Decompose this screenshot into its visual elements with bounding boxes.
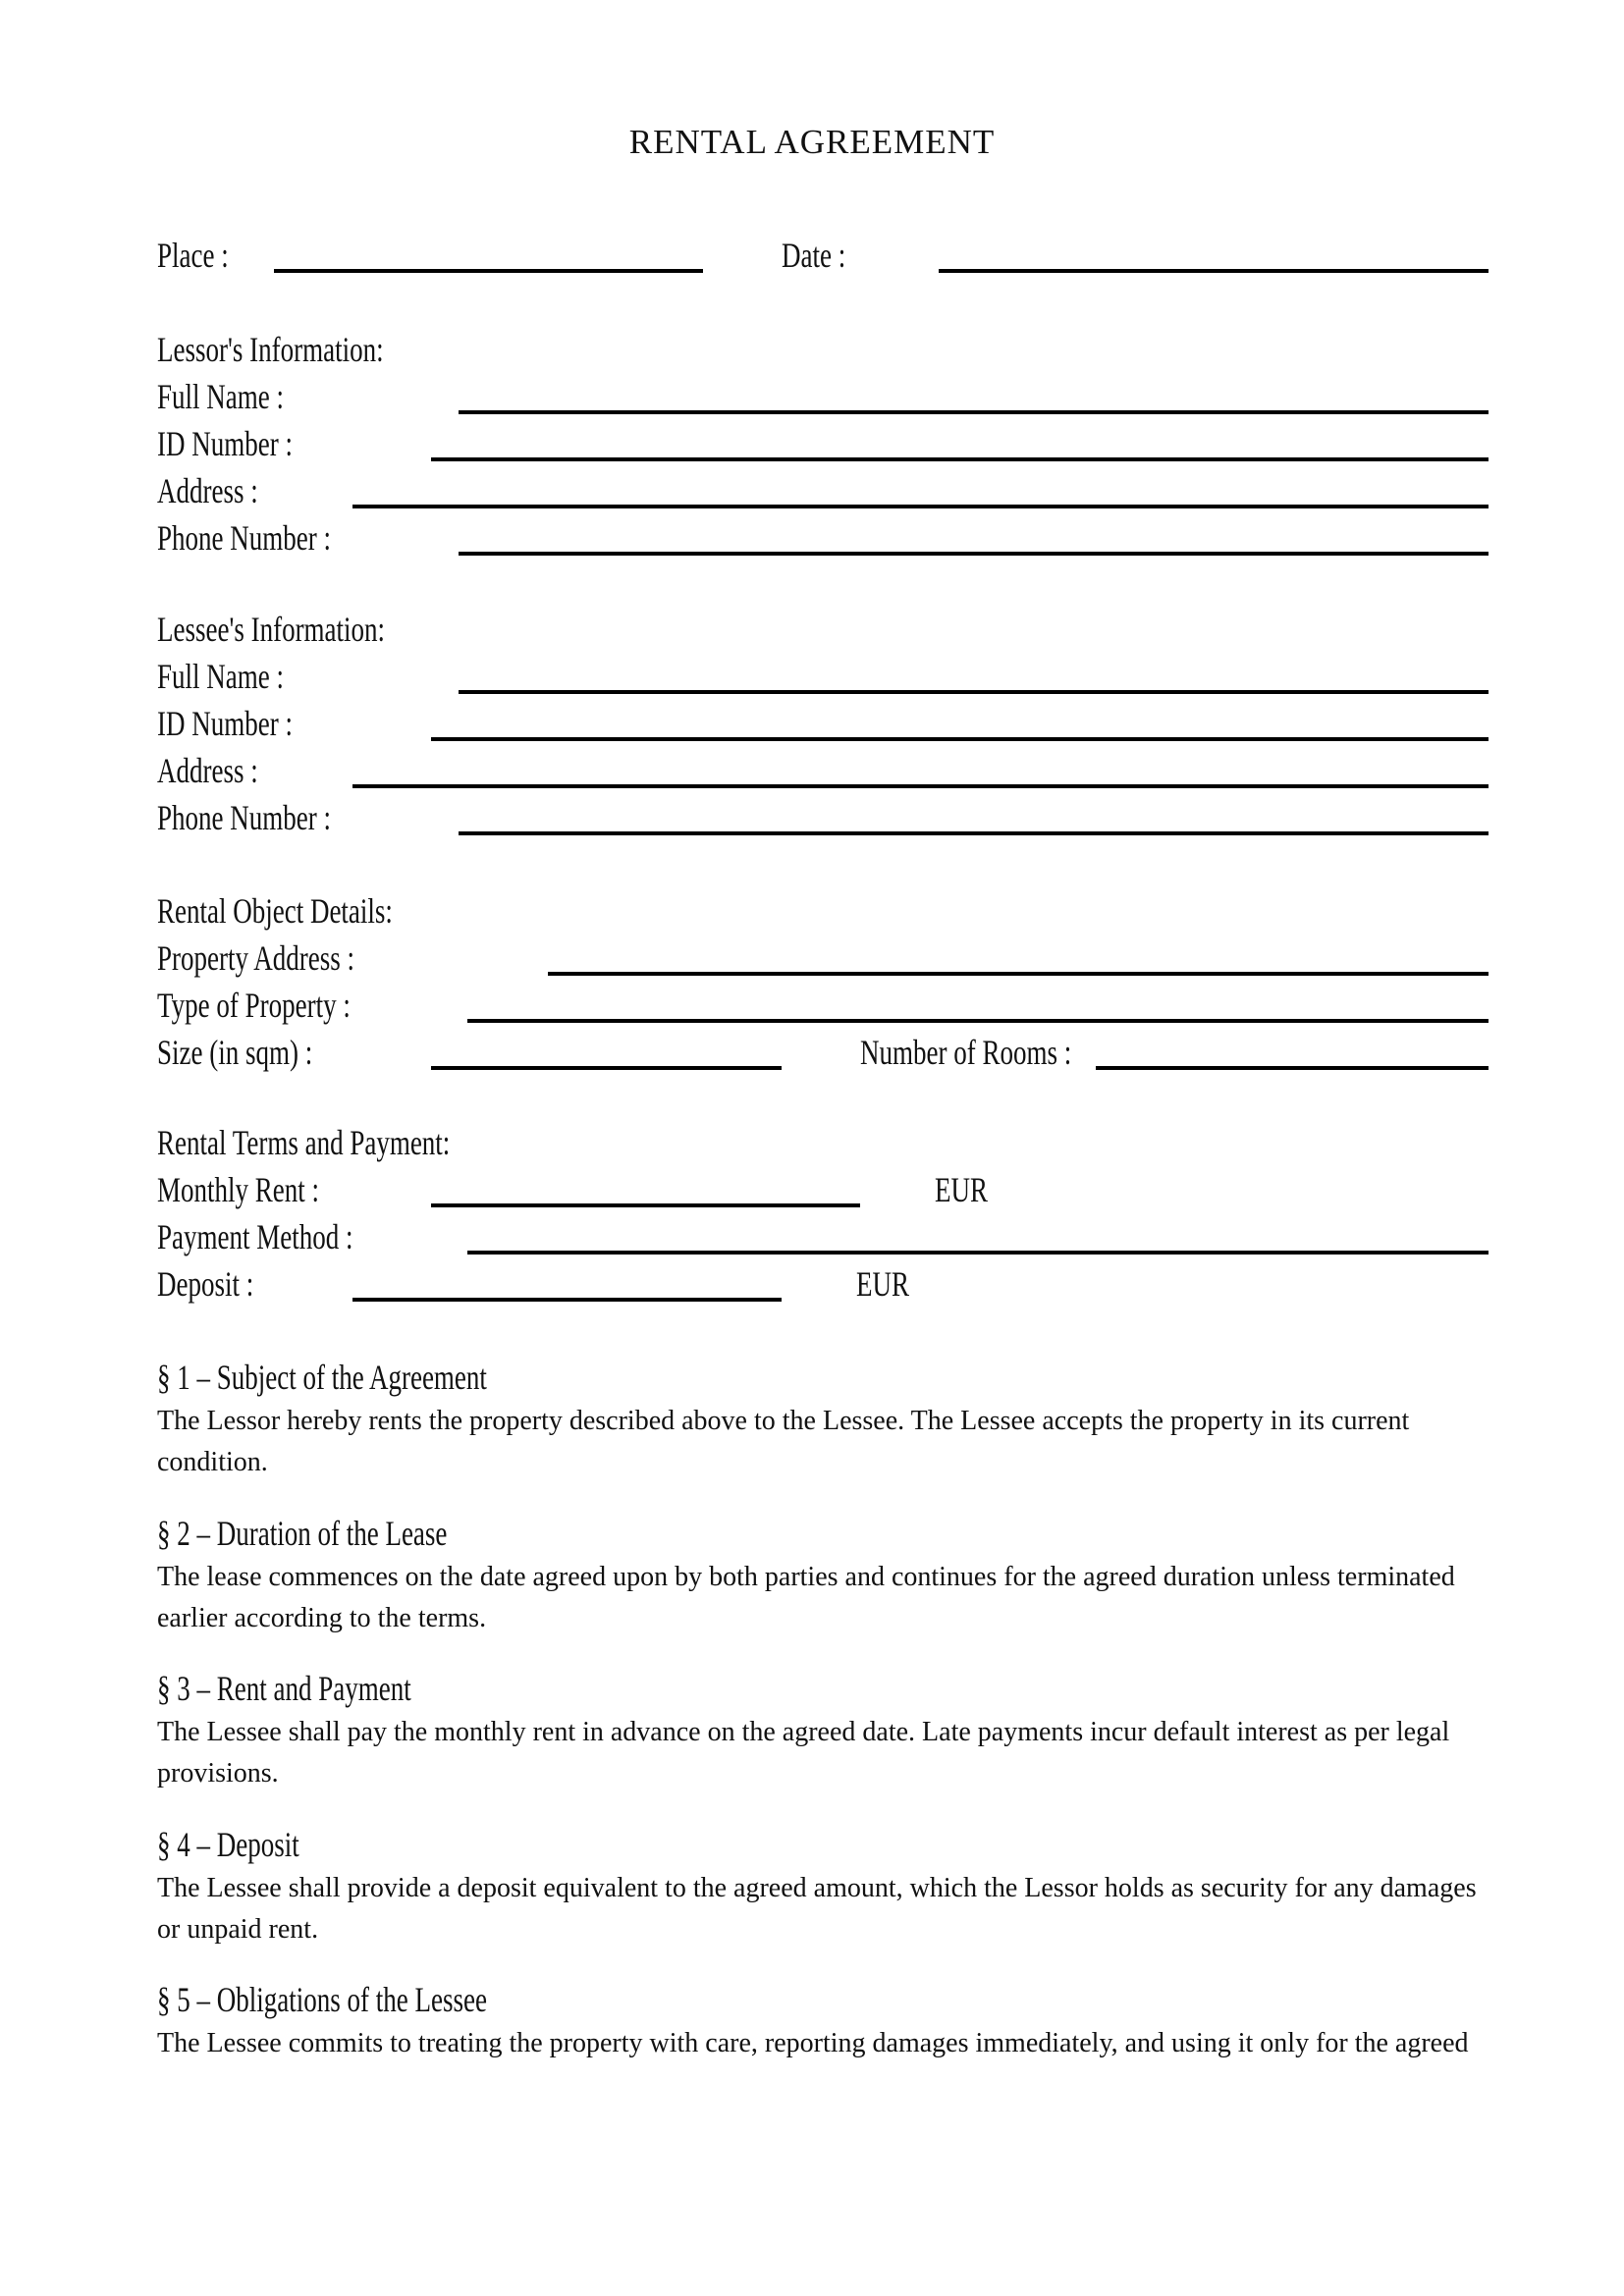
lessor-heading-row bbox=[157, 326, 1489, 373]
lessee-id-number-input-line[interactable] bbox=[431, 698, 1489, 741]
clause-2 bbox=[157, 1510, 1489, 1639]
deposit-row bbox=[157, 1260, 1489, 1308]
payment-method-input-line[interactable] bbox=[467, 1211, 1489, 1255]
place-label: Place : bbox=[157, 236, 229, 275]
clause-3-body: The Lessee shall pay the monthly rent in advance on the agreed date. Late payments incur default interest as per legal provisions. bbox=[157, 1717, 1450, 1789]
size-label: Size (in sqm) : bbox=[157, 1033, 313, 1072]
clause-1-body: The Lessor hereby rents the property described above to the Lessee. The Lessee accepts the property in its current condition. bbox=[157, 1406, 1410, 1477]
lessor-full-name-row bbox=[157, 373, 1489, 420]
lessor-address-label: Address : bbox=[157, 471, 258, 510]
page-title: RENTAL AGREEMENT bbox=[628, 123, 996, 161]
clause-3 bbox=[157, 1665, 1489, 1794]
clause-2-heading: § 2 – Duration of the Lease bbox=[157, 1514, 448, 1553]
property-address-label: Property Address : bbox=[157, 938, 354, 978]
rental-terms-heading-row bbox=[157, 1119, 1489, 1166]
property-address-input-line[interactable] bbox=[548, 933, 1489, 976]
lessor-phone-label: Phone Number : bbox=[157, 518, 331, 558]
clause-4-body: The Lessee shall provide a deposit equivalent to the agreed amount, which the Lessor holds as security for any damages or unpaid rent. bbox=[157, 1873, 1477, 1945]
date-label: Date : bbox=[782, 236, 846, 275]
lessee-phone-input-line[interactable] bbox=[459, 792, 1489, 835]
lessor-id-number-row bbox=[157, 420, 1489, 467]
deposit-label: Deposit : bbox=[157, 1264, 254, 1304]
size-input-line[interactable] bbox=[431, 1027, 782, 1070]
lessor-phone-row bbox=[157, 514, 1489, 561]
date-input-line[interactable] bbox=[939, 230, 1489, 273]
monthly-rent-row bbox=[157, 1166, 1489, 1213]
lessee-full-name-label: Full Name : bbox=[157, 657, 284, 696]
clause-2-body: The lease commences on the date agreed upon by both parties and continues for the agreed duration unless terminated earlier according to the terms. bbox=[157, 1562, 1455, 1633]
lessee-section bbox=[157, 606, 1489, 841]
deposit-input-line[interactable] bbox=[352, 1258, 782, 1302]
place-date-row bbox=[157, 232, 1489, 279]
property-address-row bbox=[157, 934, 1489, 982]
place-date-section bbox=[157, 232, 1489, 279]
type-of-property-label: Type of Property : bbox=[157, 986, 351, 1025]
lessor-section bbox=[157, 326, 1489, 561]
rooms-label: Number of Rooms : bbox=[860, 1033, 1072, 1072]
size-rooms-row bbox=[157, 1029, 1489, 1076]
rooms-input-line[interactable] bbox=[1096, 1027, 1489, 1070]
lessee-address-row bbox=[157, 747, 1489, 794]
clause-4-heading: § 4 – Deposit bbox=[157, 1825, 299, 1864]
type-of-property-input-line[interactable] bbox=[467, 980, 1489, 1023]
monthly-rent-input-line[interactable] bbox=[431, 1164, 860, 1207]
rental-object-heading-row bbox=[157, 887, 1489, 934]
monthly-rent-currency-label: EUR bbox=[935, 1170, 988, 1209]
document-content bbox=[157, 0, 1489, 2296]
lessee-phone-label: Phone Number : bbox=[157, 798, 331, 837]
clause-1-heading: § 1 – Subject of the Agreement bbox=[157, 1358, 487, 1397]
lessor-address-input-line[interactable] bbox=[352, 465, 1489, 508]
lessee-address-label: Address : bbox=[157, 751, 258, 790]
lessor-phone-input-line[interactable] bbox=[459, 512, 1489, 556]
lessee-heading: Lessee's Information: bbox=[157, 610, 386, 649]
lessor-id-number-label: ID Number : bbox=[157, 424, 293, 463]
rental-terms-section bbox=[157, 1119, 1489, 1308]
lessee-heading-row bbox=[157, 606, 1489, 653]
clause-4 bbox=[157, 1821, 1489, 1950]
clause-5-heading: § 5 – Obligations of the Lessee bbox=[157, 1980, 487, 2019]
payment-method-label: Payment Method : bbox=[157, 1217, 353, 1256]
clause-5-body: The Lessee commits to treating the property with care, reporting damages immediately, and using it only for the agreed bbox=[157, 2028, 1469, 2058]
clause-1 bbox=[157, 1354, 1489, 1483]
monthly-rent-label: Monthly Rent : bbox=[157, 1170, 320, 1209]
rental-terms-heading: Rental Terms and Payment: bbox=[157, 1123, 451, 1162]
rental-object-section bbox=[157, 887, 1489, 1076]
lessor-full-name-input-line[interactable] bbox=[459, 371, 1489, 414]
lessee-full-name-row bbox=[157, 653, 1489, 700]
lessee-id-number-row bbox=[157, 700, 1489, 747]
lessee-id-number-label: ID Number : bbox=[157, 704, 293, 743]
place-input-line[interactable] bbox=[274, 230, 703, 273]
payment-method-row bbox=[157, 1213, 1489, 1260]
clause-5 bbox=[157, 1976, 1489, 2064]
rental-object-heading: Rental Object Details: bbox=[157, 891, 393, 931]
type-of-property-row bbox=[157, 982, 1489, 1029]
lessee-address-input-line[interactable] bbox=[352, 745, 1489, 788]
lessee-full-name-input-line[interactable] bbox=[459, 651, 1489, 694]
clause-3-heading: § 3 – Rent and Payment bbox=[157, 1669, 411, 1708]
deposit-currency-label: EUR bbox=[856, 1264, 909, 1304]
lessor-heading: Lessor's Information: bbox=[157, 330, 384, 369]
lessor-full-name-label: Full Name : bbox=[157, 377, 284, 416]
lessor-address-row bbox=[157, 467, 1489, 514]
lessee-phone-row bbox=[157, 794, 1489, 841]
lessor-id-number-input-line[interactable] bbox=[431, 418, 1489, 461]
